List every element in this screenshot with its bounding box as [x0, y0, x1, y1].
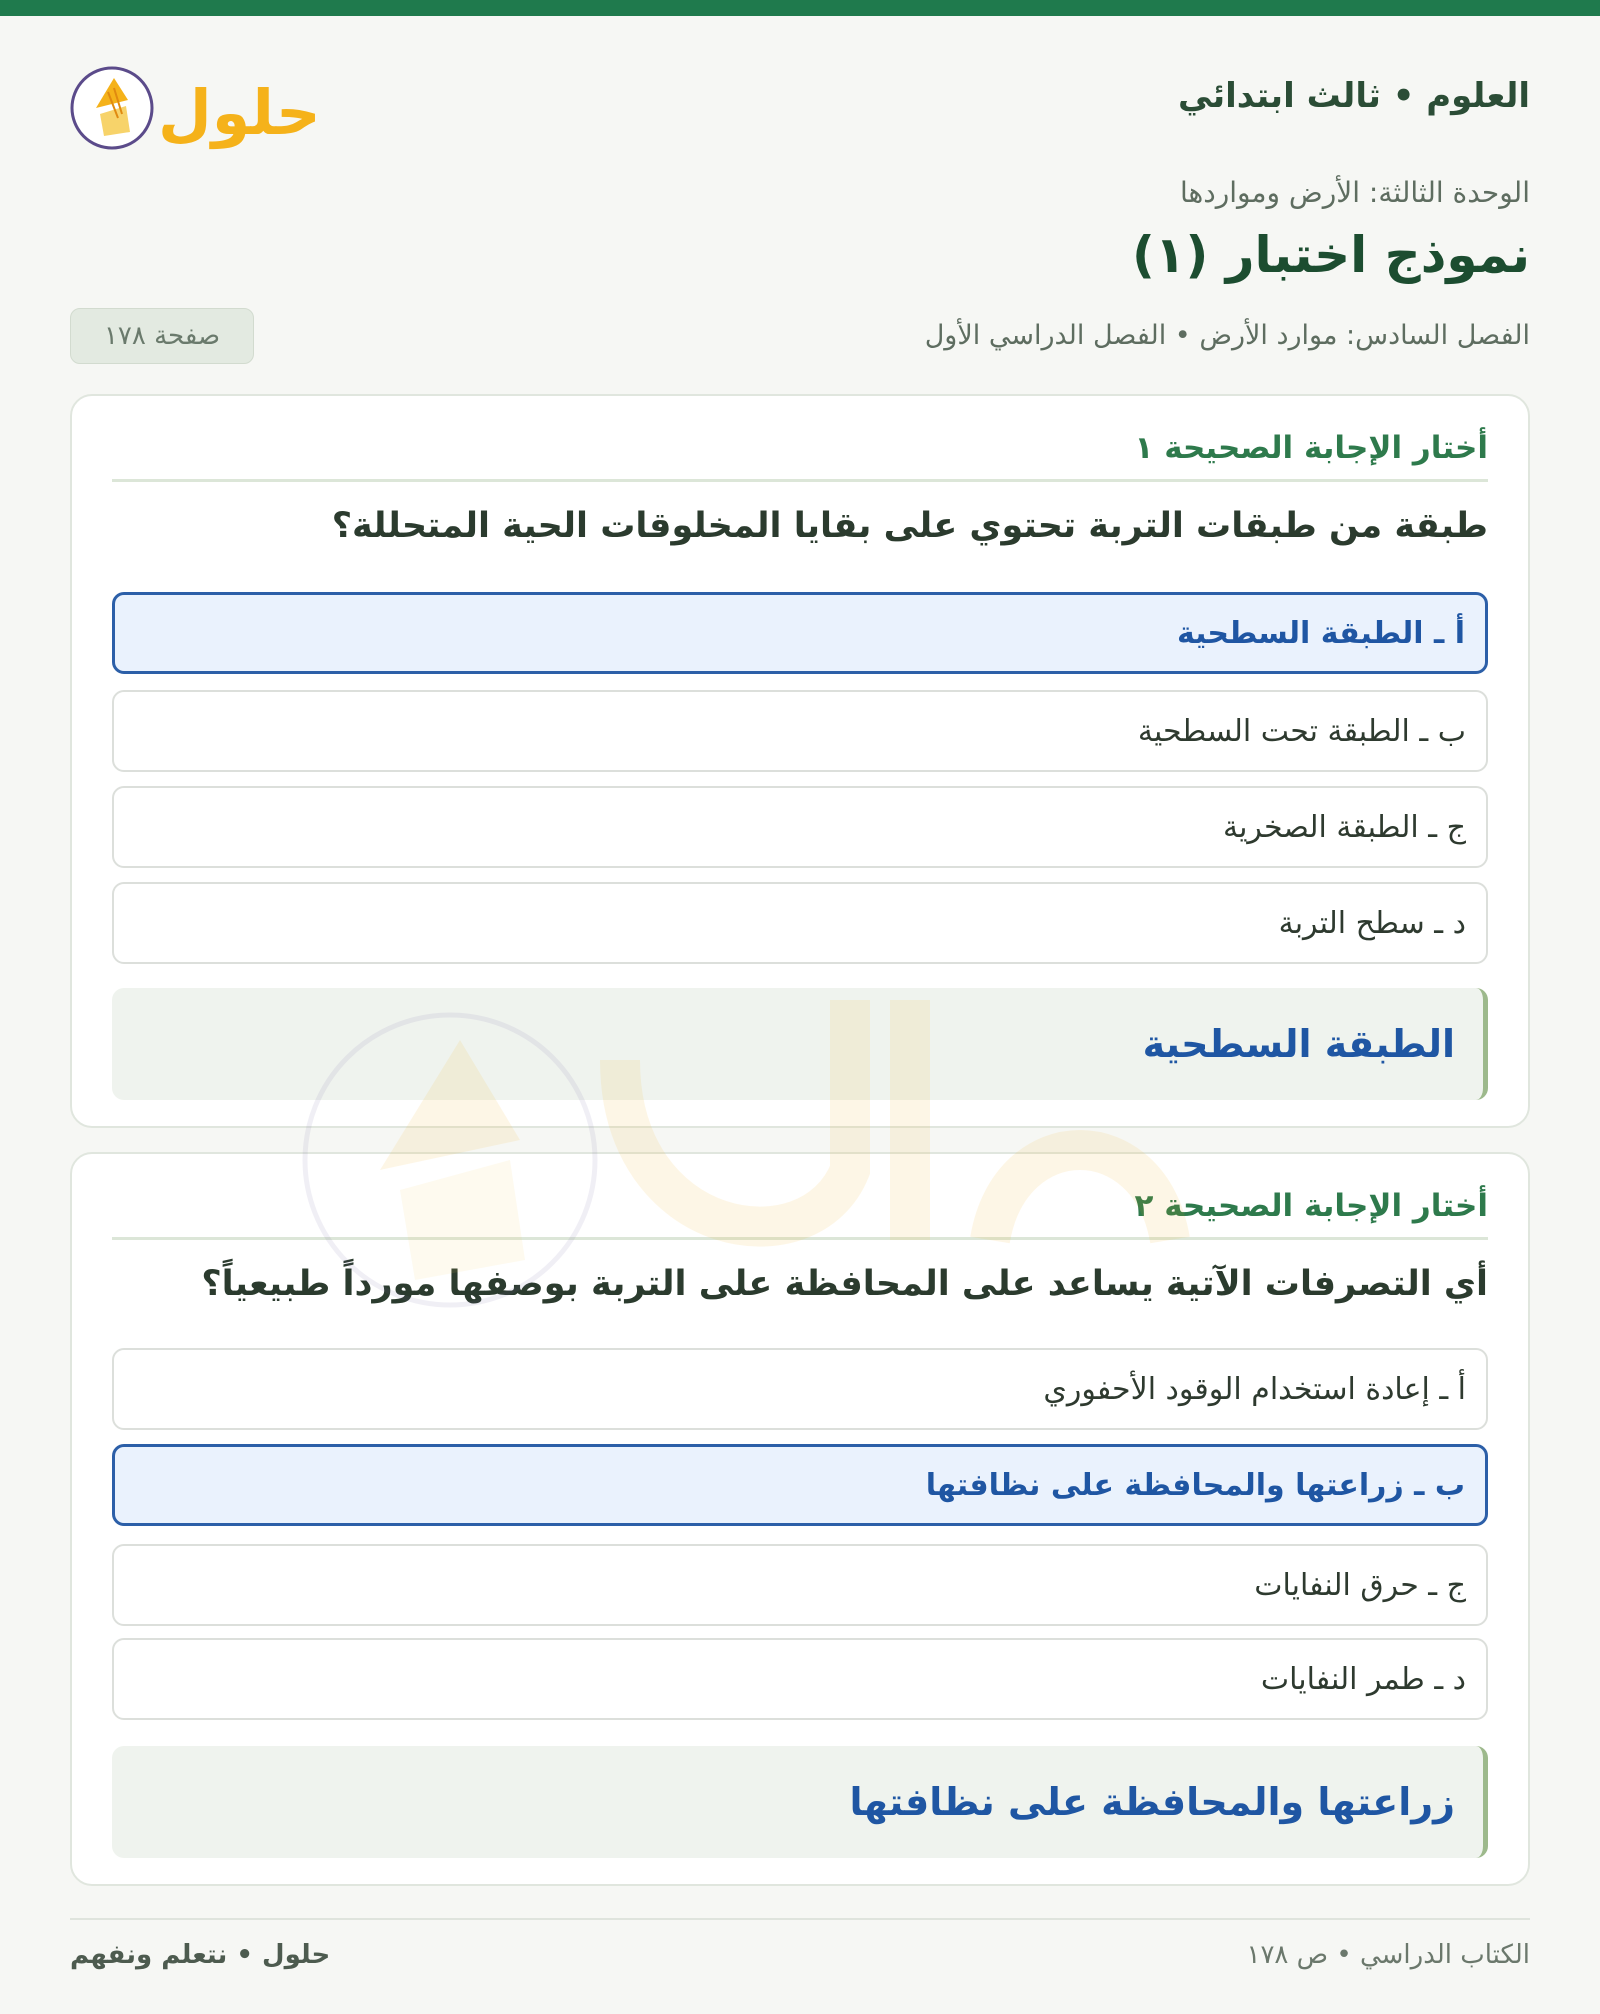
- question-heading: أختار الإجابة الصحيحة ١: [112, 422, 1488, 482]
- logo-text: حلول: [158, 76, 321, 149]
- option-c[interactable]: ج ـ الطبقة الصخرية: [112, 786, 1488, 868]
- top-accent-bar: [0, 0, 1600, 16]
- answer-box: زراعتها والمحافظة على نظافتها: [112, 1746, 1488, 1858]
- unit-label: الوحدة الثالثة: الأرض ومواردها: [1179, 176, 1530, 209]
- option-b[interactable]: ب ـ الطبقة تحت السطحية: [112, 690, 1488, 772]
- question-card-1: [70, 394, 1530, 1128]
- option-a[interactable]: أ ـ الطبقة السطحية: [112, 592, 1488, 674]
- option-d[interactable]: د ـ سطح التربة: [112, 882, 1488, 964]
- footer-divider: [70, 1918, 1530, 1920]
- chapter-label: الفصل السادس: موارد الأرض • الفصل الدراسي الأول: [924, 320, 1530, 351]
- option-b[interactable]: ب ـ زراعتها والمحافظة على نظافتها: [112, 1444, 1488, 1526]
- question-text: طبقة من طبقات التربة تحتوي على بقايا المخلوقات الحية المتحللة؟: [331, 506, 1488, 546]
- question-text: أي التصرفات الآتية يساعد على المحافظة على التربة بوصفها مورداً طبيعياً؟: [201, 1264, 1488, 1304]
- page-title: نموذج اختبار (١): [1132, 226, 1530, 284]
- footer-page-ref: الكتاب الدراسي • ص ١٧٨: [1246, 1940, 1530, 1970]
- answer-box: الطبقة السطحية: [112, 988, 1488, 1100]
- subject-title: العلوم • ثالث ابتدائي: [1177, 76, 1530, 116]
- question-heading: أختار الإجابة الصحيحة ٢: [112, 1180, 1488, 1240]
- page-badge: صفحة ١٧٨: [70, 308, 254, 364]
- page-header: [70, 48, 1530, 149]
- option-a[interactable]: أ ـ إعادة استخدام الوقود الأحفوري: [112, 1348, 1488, 1430]
- footer-brand: حلول • نتعلم ونفهم: [70, 1940, 331, 1970]
- hulul-logo: [70, 48, 340, 158]
- question-card-2: [70, 1152, 1530, 1886]
- option-c[interactable]: ج ـ حرق النفايات: [112, 1544, 1488, 1626]
- option-d[interactable]: د ـ طمر النفايات: [112, 1638, 1488, 1720]
